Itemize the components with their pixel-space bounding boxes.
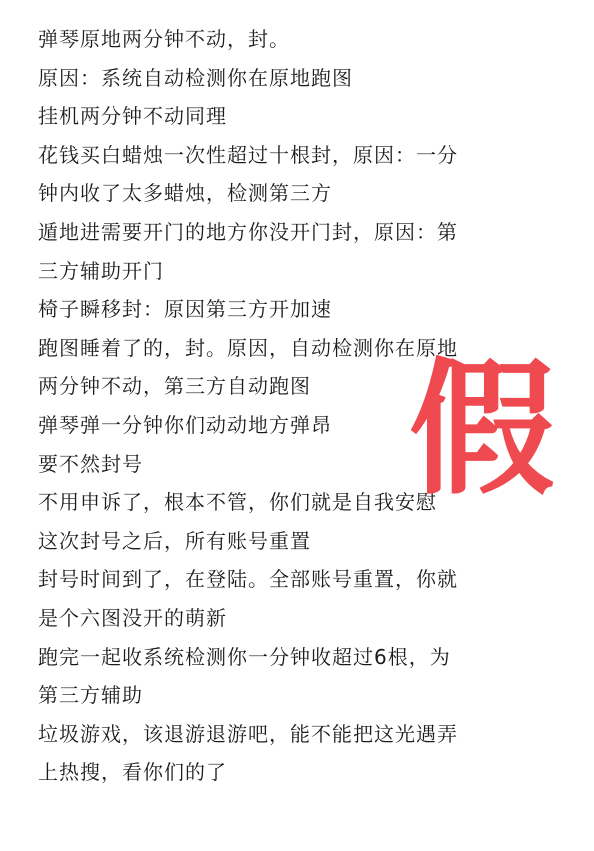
- text-line: 垃圾游戏，该退游退游吧，能不能把这光遇弄: [38, 721, 458, 746]
- text-line: 弹琴弹一分钟你们动动地方弹昂: [38, 412, 332, 437]
- text-line: 这次封号之后，所有账号重置: [38, 528, 311, 553]
- text-line: 封号时间到了，在登陆。全部账号重置，你就: [38, 567, 458, 592]
- text-line: 是个六图没开的萌新: [38, 605, 227, 630]
- fake-stamp: 假: [409, 345, 555, 515]
- text-line: 两分钟不动，第三方自动跑图: [38, 374, 311, 399]
- text-line: 跑完一起收系统检测你一分钟收超过6根，为: [38, 644, 451, 669]
- text-line: 不用申诉了，根本不管，你们就是自我安慰: [38, 490, 437, 515]
- text-line: 弹琴原地两分钟不动，封。: [38, 27, 290, 51]
- text-line: 钟内收了太多蜡烛，检测第三方: [38, 181, 332, 206]
- text-line: 要不然封号: [38, 451, 143, 476]
- text-line: 原因：系统自动检测你在原地跑图: [38, 65, 353, 90]
- text-line: 上热搜，看你们的了: [38, 760, 227, 785]
- text-line: 三方辅助开门: [38, 258, 164, 283]
- text-line: 花钱买白蜡烛一次性超过十根封，原因：一分: [38, 142, 458, 167]
- text-line: 第三方辅助: [38, 683, 143, 708]
- text-line: 椅子瞬移封：原因第三方开加速: [38, 297, 332, 322]
- text-line: 挂机两分钟不动同理: [38, 104, 227, 129]
- text-line: 遁地进需要开门的地方你没开门封，原因：第: [38, 219, 458, 244]
- text-line: 跑图睡着了的，封。原因，自动检测你在原地: [38, 335, 458, 360]
